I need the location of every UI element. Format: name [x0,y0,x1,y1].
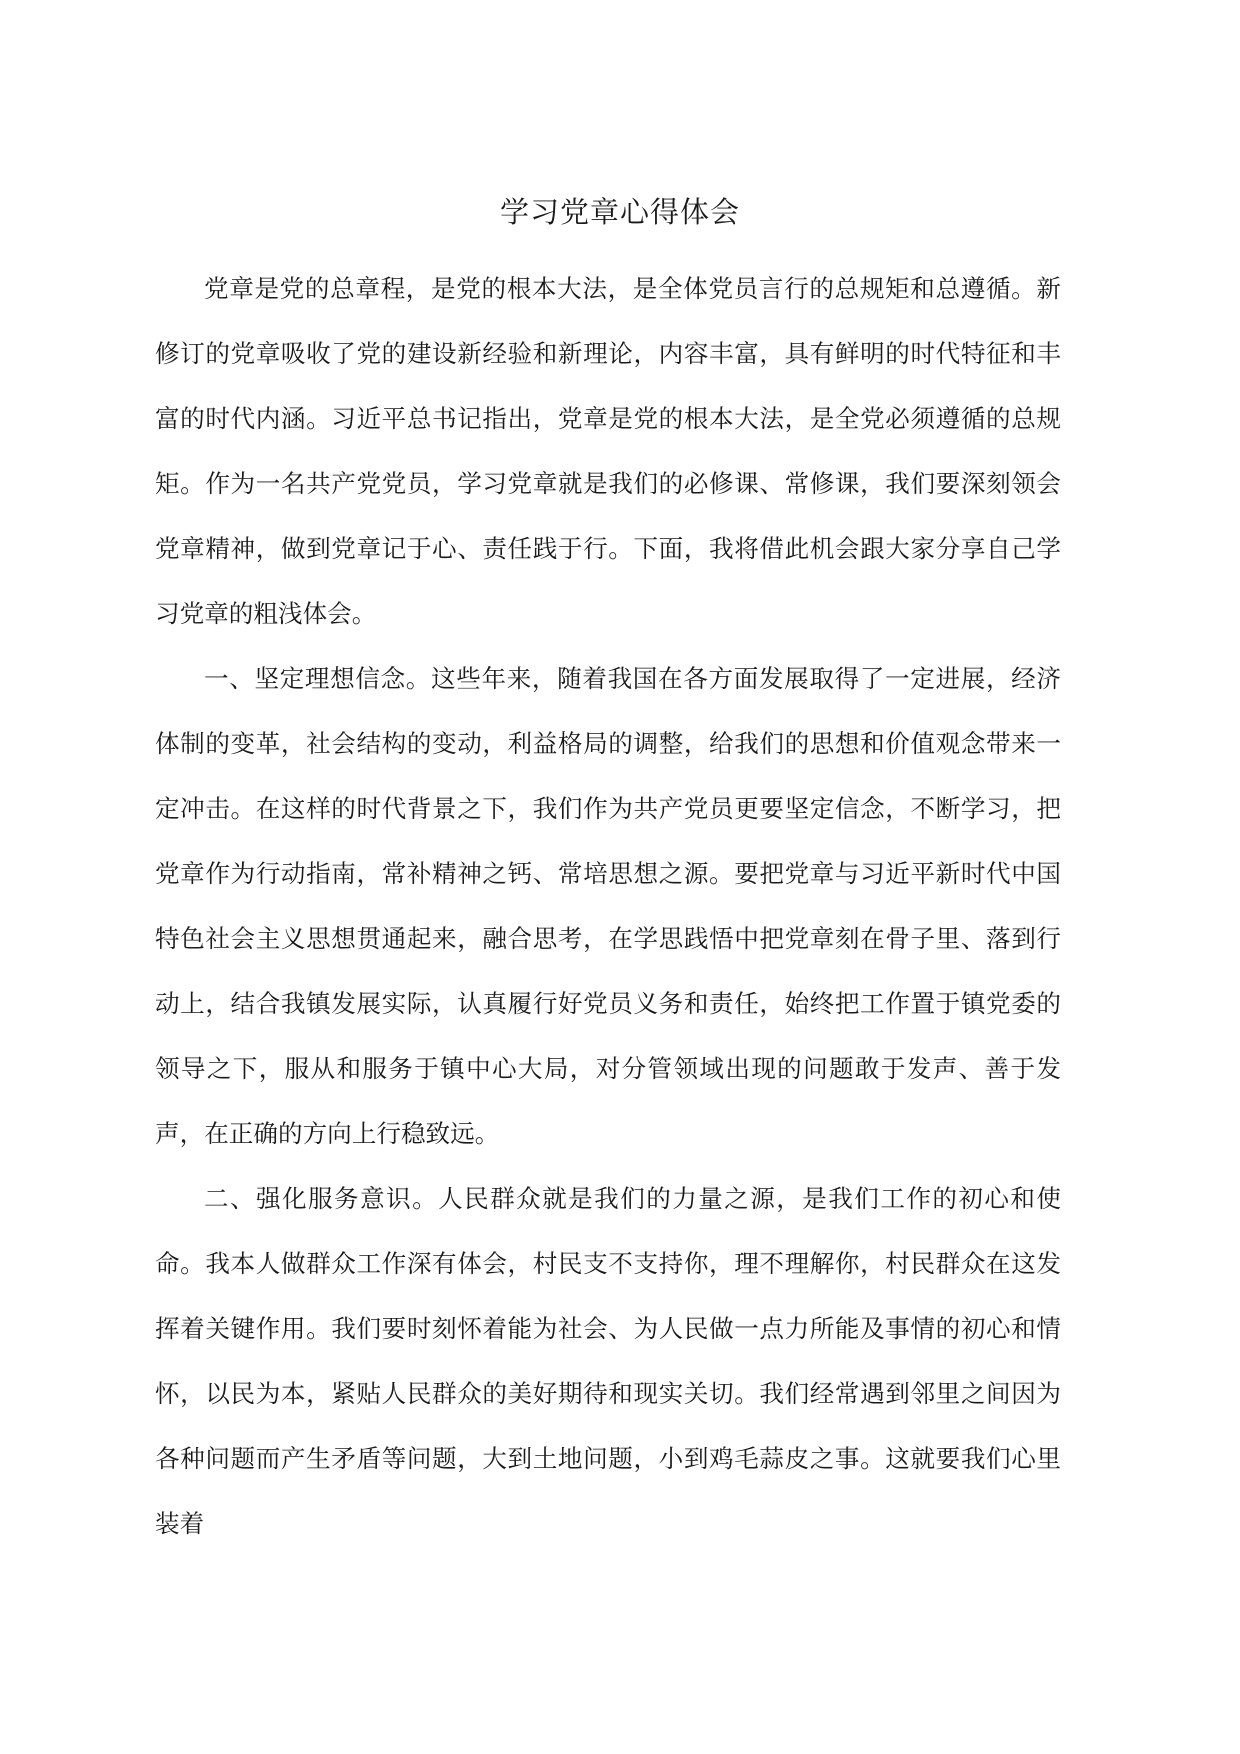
document-title: 学习党章心得体会 [499,195,740,229]
paragraph-ideals: 一、坚定理想信念。这些年来，随着我国在各方面发展取得了一定进展，经济体制的变革，社会结构的变动，利益格局的调整，给我们的思想和价值观念带来一定冲击。在这样的时代背景之下，我们作为共产党员更要坚定信念，不断学习，把党章作为行动指南，常补精神之钙、常培思想之源。要把党章与习近平新时代中国特色社会主义思想贯通起来，融合思考，在学思践悟中把党章刻在骨子里、落到行动上，结合我镇发展实际，认真履行好党员义务和责任，始终把工作置于镇党委的领导之下，服从和服务于镇中心大局，对分管领域出现的问题敢于发声、善于发声，在正确的方向上行稳致远。 [155,664,1061,1148]
document-body [155,256,1061,1556]
paragraph-intro: 党章是党的总章程，是党的根本大法，是全体党员言行的总规矩和总遵循。新修订的党章吸收了党的建设新经验和新理论，内容丰富，具有鲜明的时代特征和丰富的时代内涵。习近平总书记指出，党章是党的根本大法，是全党必须遵循的总规矩。作为一名共产党党员，学习党章就是我们的必修课、常修课，我们要深刻领会党章精神，做到党章记于心、责任践于行。下面，我将借此机会跟大家分享自己学习党章的粗浅体会。 [155,274,1061,628]
paragraph-service: 二、强化服务意识。人民群众就是我们的力量之源，是我们工作的初心和使命。我本人做群众工作深有体会，村民支不支持你，理不理解你，村民群众在这发挥着关键作用。我们要时刻怀着能为社会、为人民做一点力所能及事情的初心和情怀，以民为本，紧贴人民群众的美好期待和现实关切。我们经常遇到邻里之间因为各种问题而产生矛盾等问题，大到土地问题，小到鸡毛蒜皮之事。这就要我们心里装着 [155,1184,1061,1538]
